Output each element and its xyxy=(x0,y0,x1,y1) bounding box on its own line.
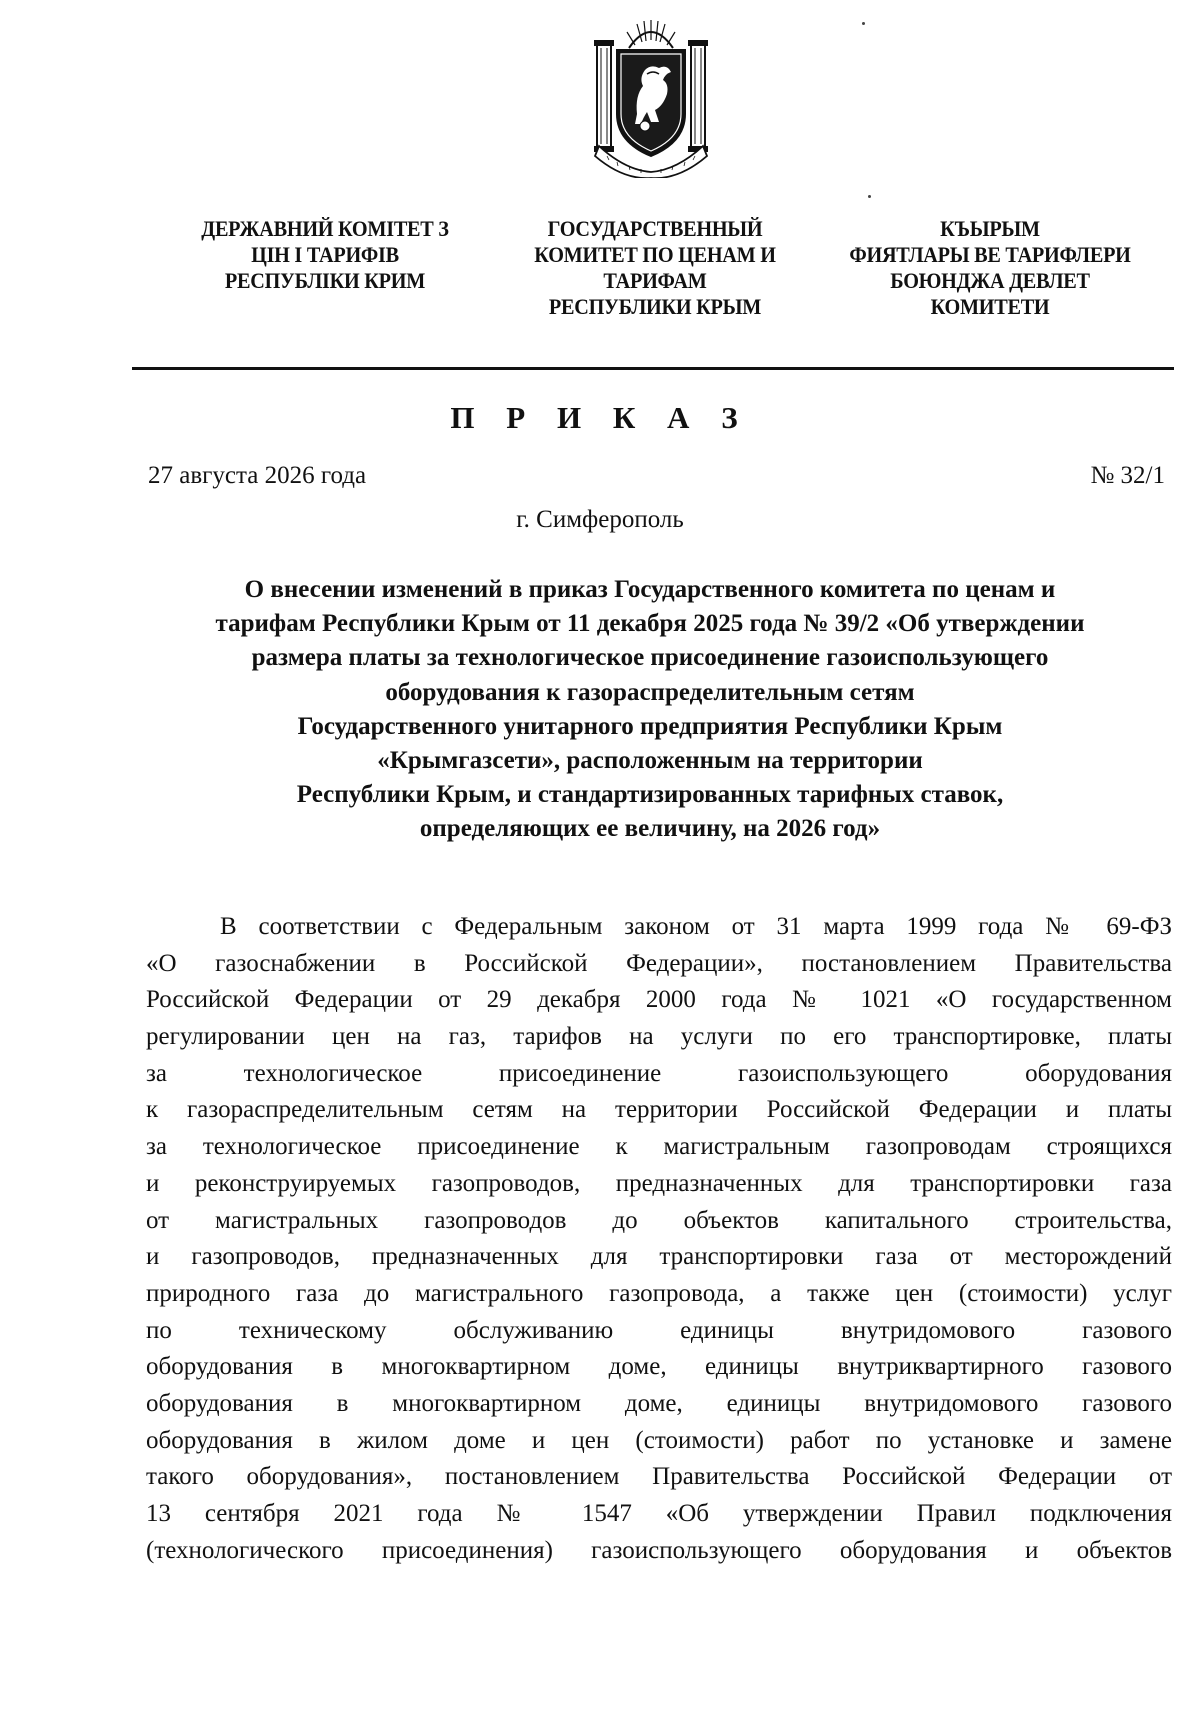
org-line: ЦІН І ТАРИФІВ xyxy=(251,242,399,267)
body-line: оборудования в жилом доме и цен (стоимости) работ по установке и замене xyxy=(146,1426,1172,1454)
document-body xyxy=(146,909,1172,1569)
org-line: ТАРИФАМ xyxy=(603,268,707,293)
body-line: Российской Федерации от 29 декабря 2000 года № 1021 «О государственном xyxy=(146,986,1172,1014)
crimea-coat-of-arms-icon xyxy=(585,14,717,178)
document-number: № 32/1 xyxy=(1090,462,1165,489)
subject-line: «Крымгазсети», расположенным на территории xyxy=(377,747,923,775)
body-line: к газораспределительным сетям на территории Российской Федерации и платы xyxy=(146,1096,1172,1124)
body-line: за технологическое присоединение к магистральным газопроводам строящихся xyxy=(146,1133,1172,1161)
document-type-title: П Р И К А З xyxy=(450,400,750,435)
body-line: и реконструируемых газопроводов, предназначенных для транспортировки газа xyxy=(146,1169,1172,1197)
org-name-ukrainian xyxy=(173,216,477,294)
subject-line: Республики Крым, и стандартизированных тарифных ставок, xyxy=(296,781,1004,809)
scan-speck xyxy=(862,22,865,25)
subject-line: оборудования к газораспределительным сетям xyxy=(385,678,915,706)
body-line: оборудования в многоквартирном доме, единицы внутридомового газового xyxy=(146,1389,1172,1417)
body-line: от магистральных газопроводов до объектов капитального строительства, xyxy=(146,1206,1172,1234)
header-divider xyxy=(132,367,1174,370)
scan-speck xyxy=(868,195,871,198)
subject-line: определяющих ее величину, на 2026 год» xyxy=(419,815,881,843)
body-line: В соответствии с Федеральным законом от 31 марта 1999 года № 69-ФЗ xyxy=(220,913,1172,940)
org-line: КОМИТЕТИ xyxy=(930,294,1050,319)
document-date: 27 августа 2026 года xyxy=(148,462,367,489)
subject-line: тарифам Республики Крым от 11 декабря 2025 года № 39/2 «Об утверждении xyxy=(215,610,1085,638)
org-line: РЕСПУБЛИКИ КРЫМ xyxy=(548,294,762,319)
org-line: ФИЯТЛАРЫ ВЕ ТАРИФЛЕРИ xyxy=(849,242,1131,267)
org-name-crimean-tatar xyxy=(834,216,1147,320)
body-line: природного газа до магистрального газопровода, а также цен (стоимости) услуг xyxy=(146,1279,1172,1307)
body-line: «О газоснабжении в Российской Федерации», постановлением Правительства xyxy=(146,949,1172,977)
org-line: РЕСПУБЛІКИ КРИМ xyxy=(224,268,426,293)
body-line: по техническому обслуживанию единицы внутридомового газового xyxy=(146,1316,1172,1344)
org-name-russian xyxy=(508,216,802,320)
org-line: КЪЫРЫМ xyxy=(940,216,1040,241)
subject-line: Государственного унитарного предприятия Республики Крым xyxy=(297,712,1003,740)
body-line: и газопроводов, предназначенных для транспортировки газа от месторождений xyxy=(146,1243,1172,1271)
org-line: БОЮНДЖА ДЕВЛЕТ xyxy=(890,268,1090,293)
body-line: (технологического присоединения) газоиспользующего оборудования и объектов xyxy=(146,1536,1172,1564)
body-line: оборудования в многоквартирном доме, единицы внутриквартирного газового xyxy=(146,1353,1172,1381)
subject-line: О внесении изменений в приказ Государственного комитета по ценам и xyxy=(244,576,1056,603)
subject-line: размера платы за технологическое присоединение газоиспользующего xyxy=(251,644,1049,672)
document-subject xyxy=(130,573,1170,847)
org-line: ДЕРЖАВНИЙ КОМІТЕТ З xyxy=(201,216,449,241)
org-line: КОМИТЕТ ПО ЦЕНАМ И xyxy=(534,242,776,267)
org-line: ГОСУДАРСТВЕННЫЙ xyxy=(547,216,763,241)
body-line: за технологическое присоединение газоиспользующего оборудования xyxy=(146,1059,1172,1087)
document-city: г. Симферополь xyxy=(516,506,684,533)
body-line: такого оборудования», постановлением Правительства Российской Федерации от xyxy=(146,1463,1172,1491)
body-line: регулировании цен на газ, тарифов на услуги по его транспортировке, платы xyxy=(146,1023,1172,1051)
body-line: 13 сентября 2021 года № 1547 «Об утверждении Правил подключения xyxy=(146,1500,1172,1527)
